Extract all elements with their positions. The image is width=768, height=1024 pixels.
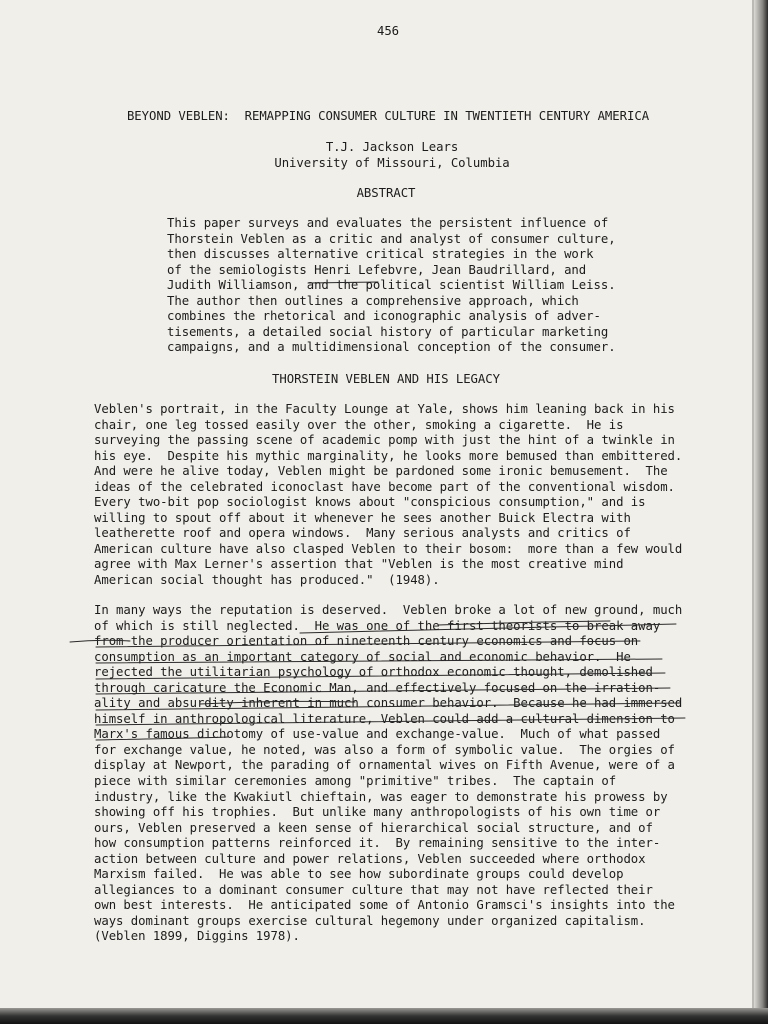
paragraph-line: industry, like the Kwakiutl chieftain, was eager to demonstrate his prowess by xyxy=(94,789,668,804)
paragraph-line: ways dominant groups exercise cultural hegemony under organized capitalism. xyxy=(94,913,646,928)
paragraph-line: action between culture and power relations, Veblen succeeded where orthodox xyxy=(94,851,646,866)
paragraph-line: how consumption patterns reinforced it. By remaining sensitive to the inter- xyxy=(94,836,661,851)
paragraph-line: Veblen's portrait, in the Faculty Lounge at Yale, shows him leaning back in his xyxy=(94,402,675,416)
paragraph-line: agree with Max Lerner's assertion that "Veblen is the most creative mind xyxy=(94,557,624,572)
paragraph-line: (Veblen 1899, Diggins 1978). xyxy=(94,929,300,944)
abstract-line: This paper surveys and evaluates the persistent influence of xyxy=(167,216,609,230)
paragraph-line: willing to spout off about it whenever he sees another Buick Electra with xyxy=(94,510,631,525)
abstract-line: Judith Williamson, and the political scientist William Leiss. xyxy=(167,278,616,292)
abstract-line: of the semiologists Henri Lefebvre, Jean Baudrillard, and xyxy=(167,262,587,277)
paragraph-line: Marx's famous dichotomy of use-value and exchange-value. Much of what passed xyxy=(94,727,661,742)
paragraph-line: American culture have also clasped Veblen to their bosom: more than a few would xyxy=(94,541,683,556)
paragraph-line: for exchange value, he noted, was also a form of symbolic value. The orgies of xyxy=(94,742,675,757)
paragraph-line: from the producer orientation of nineteenth century economics and focus on xyxy=(94,634,639,649)
paper-title: BEYOND VEBLEN: REMAPPING CONSUMER CULTURE IN TWENTIETH CENTURY AMERICA xyxy=(126,109,650,123)
author-name: T.J. Jackson Lears xyxy=(325,140,459,154)
paragraph-line: ideas of the celebrated iconoclast have become part of the conventional wisdom. xyxy=(94,479,675,494)
paragraph-line: rejected the utilitarian psychology of orthodox economic thought, demolished xyxy=(94,665,653,680)
paragraph-line: American social thought has produced." (1948). xyxy=(94,573,440,588)
paragraph-1 xyxy=(94,402,694,589)
paragraph-line: himself in anthropological literature, Veblen could add a cultural dimension to xyxy=(94,711,675,726)
paragraph-line: Marxism failed. He was able to see how subordinate groups could develop xyxy=(94,867,624,882)
paragraph-line: allegiances to a dominant consumer culture that may not have reflected their xyxy=(94,882,653,897)
abstract-line: then discusses alternative critical strategies in the work xyxy=(167,247,594,261)
paragraph-line: piece with similar ceremonies among "primitive" tribes. The captain of xyxy=(94,774,617,789)
abstract-body xyxy=(167,216,637,356)
paragraph-line: of which is still neglected. He was one of the first theorists to break away xyxy=(94,618,661,633)
author-affiliation: University of Missouri, Columbia xyxy=(274,156,510,170)
paragraph-line: surveying the passing scene of academic pomp with just the hint of a twinkle in xyxy=(94,433,675,448)
section-heading: THORSTEIN VEBLEN AND HIS LEGACY xyxy=(272,372,500,386)
paragraph-line: showing off his trophies. But unlike many anthropologists of his own time or xyxy=(94,805,661,820)
paragraph-2 xyxy=(94,603,694,945)
page-bottom-shadow xyxy=(0,1008,768,1024)
paragraph-line: And were he alive today, Veblen might be pardoned some ironic bemusement. The xyxy=(94,464,668,479)
paragraph-line: through caricature the Economic Man, and effectively focused on the irration- xyxy=(94,680,661,695)
paragraph-line: his eye. Despite his mythic marginality, he looks more bemused than embittered. xyxy=(94,448,683,463)
paragraph-line: In many ways the reputation is deserved. Veblen broke a lot of new ground, much xyxy=(94,603,683,617)
page-number: 456 xyxy=(376,24,400,38)
abstract-line: campaigns, and a multidimensional conception of the consumer. xyxy=(167,340,616,354)
abstract-heading: ABSTRACT xyxy=(356,186,416,200)
abstract-line: tisements, a detailed social history of particular marketing xyxy=(167,324,609,339)
paragraph-line: Every two-bit pop sociologist knows about "conspicious consumption," and is xyxy=(94,495,646,510)
paragraph-line: ality and absurdity inherent in much consumer behavior. Because he had immersed xyxy=(94,696,683,711)
abstract-line: combines the rhetorical and iconographic analysis of adver- xyxy=(167,309,601,323)
paragraph-line: leatherette roof and opera windows. Many serious analysts and critics of xyxy=(94,526,631,541)
paragraph-line: consumption as an important category of social and economic behavior. He xyxy=(94,649,631,664)
paragraph-line: display at Newport, the parading of ornamental wives on Fifth Avenue, were of a xyxy=(94,758,675,773)
paragraph-line: own best interests. He anticipated some of Antonio Gramsci's insights into the xyxy=(94,898,675,913)
abstract-line: Thorstein Veblen as a critic and analyst of consumer culture, xyxy=(167,231,616,246)
paragraph-line: chair, one leg tossed easily over the other, smoking a cigarette. He is xyxy=(94,417,624,432)
paragraph-line: ours, Veblen preserved a keen sense of hierarchical social structure, and of xyxy=(94,820,653,835)
page-edge-shadow xyxy=(754,0,768,1024)
abstract-line: The author then outlines a comprehensive approach, which xyxy=(167,293,579,308)
